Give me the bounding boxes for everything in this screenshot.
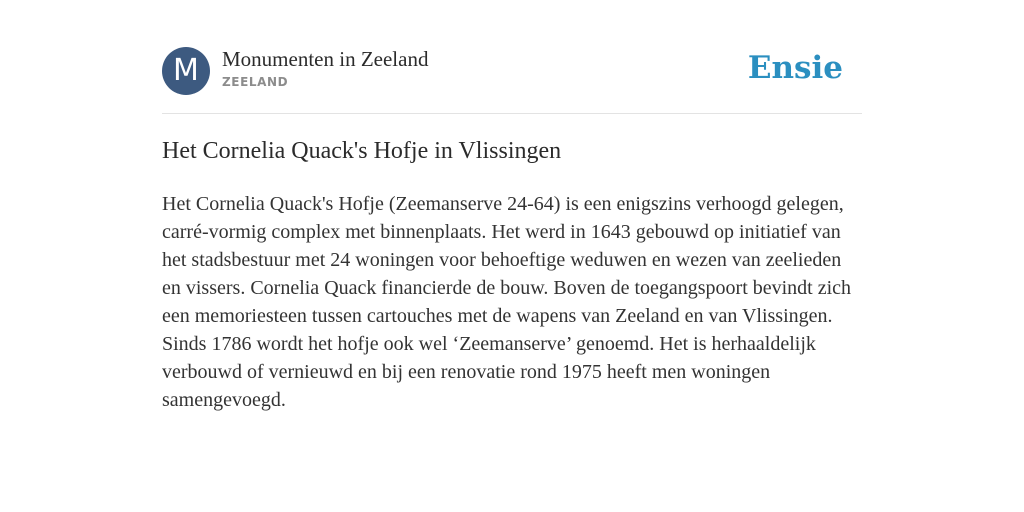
article-title: Het Cornelia Quack's Hofje in Vlissingen xyxy=(162,138,562,164)
channel-title[interactable]: Monumenten in Zeeland xyxy=(222,47,429,71)
avatar[interactable] xyxy=(162,47,210,95)
card-header xyxy=(162,0,862,114)
brand-logo[interactable]: Ensie xyxy=(747,50,843,86)
channel-subtitle: ZEELAND xyxy=(222,75,289,89)
article-body: Het Cornelia Quack's Hofje (Zeemanserve 24-64) is een enigszins verhoogd gelegen, carré-vormig complex met binnenplaats. Het werd in 1643 gebouwd op initiatief van het stadsbestuur met 24 woningen voor behoeftige weduwen en wezen van zeelieden en vissers. Cornelia Quack financierde de bouw. Boven de toegangspoort bevindt zich een memoriesteen tussen cartouches met de wapens van Zeeland en van Vlissingen. Sinds 1786 wordt het hofje ook wel ‘Zeemanserve’ genoemd. Het is herhaaldelijk verbouwd of vernieuwd en bij een renovatie rond 1975 heeft men woningen samengevoegd. xyxy=(162,193,852,411)
avatar-letter: M xyxy=(173,52,199,88)
article-card xyxy=(162,0,862,411)
